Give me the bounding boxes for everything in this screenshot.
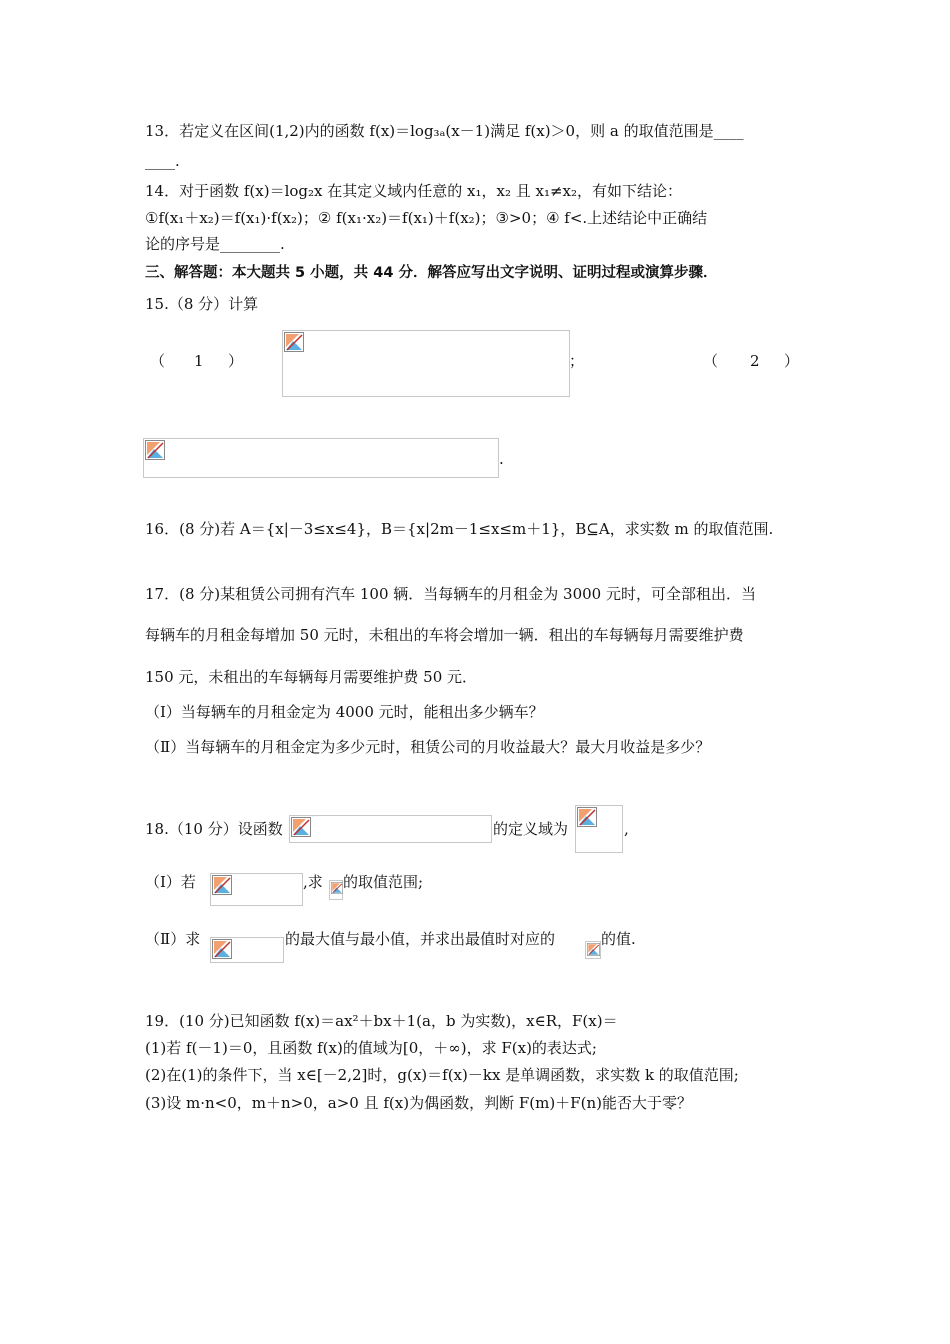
q15-part1-close: ） (228, 352, 244, 370)
broken-image-icon (587, 943, 600, 956)
q18-domain-text: 的定义域为 (493, 820, 569, 838)
q18-part2-suffix: 的值. (601, 930, 636, 948)
q17-part1: （Ⅰ）当每辆车的月租金定为 4000 元时，能租出多少辆车？ (145, 703, 544, 721)
q19-line4: (3)设 m·n<0，m＋n>0，a>0 且 f(x)为偶函数，判断 F(m)＋F(n)能否大于零？ (145, 1094, 692, 1112)
formula-image-placeholder (575, 805, 623, 853)
formula-image-placeholder (143, 438, 499, 478)
q14-line1: 14．对于函数 f(x)＝log₂x 在其定义域内任意的 x₁，x₂ 且 x₁≠x₂，有如下结论： (145, 182, 683, 200)
q15-period: . (499, 450, 504, 468)
q18-comma: , (624, 820, 629, 838)
broken-image-icon (331, 882, 343, 894)
q18-part1-suffix: 的取值范围; (343, 873, 424, 891)
q17-line3: 150 元，未租出的车每辆每月需要维护费 50 元． (145, 668, 478, 686)
q18-intro: 18.（10 分）设函数 (145, 820, 283, 838)
q15-semicolon: ； (569, 352, 585, 370)
q17-line1: 17．(8 分)某租赁公司拥有汽车 100 辆．当每辆车的月租金为 3000 元时，可全部租出．当 (145, 585, 756, 603)
formula-image-placeholder (585, 941, 601, 959)
q14-line3: 论的序号是________. (145, 235, 285, 253)
broken-image-icon (291, 817, 311, 837)
q19-line3: (2)在(1)的条件下，当 x∈[－2,2]时，g(x)＝f(x)－kx 是单调函数，求实数 k 的取值范围; (145, 1066, 739, 1084)
q15-title: 15.（8 分）计算 (145, 295, 259, 313)
q19-line1: 19．(10 分)已知函数 f(x)＝ax²＋bx＋1(a，b 为实数)，x∈R，F(x)＝ (145, 1012, 618, 1030)
q15-part1-open: （ (150, 352, 166, 370)
broken-image-icon (284, 332, 304, 352)
q18-part2-prefix: （Ⅱ）求 (145, 930, 201, 948)
q17-line2: 每辆车的月租金每增加 50 元时，未租出的车将会增加一辆．租出的车每辆每月需要维护费 (145, 626, 744, 644)
q13-line1: 13．若定义在区间(1,2)内的函数 f(x)＝log₃ₐ(x－1)满足 f(x)＞0，则 a 的取值范围是____ (145, 122, 744, 140)
q16-text: 16．(8 分)若 A＝{x|－3≤x≤4}，B＝{x|2m－1≤x≤m＋1}，B⊆A，求实数 m 的取值范围. (145, 520, 774, 538)
q19-line2: (1)若 f(－1)＝0，且函数 f(x)的值域为[0，＋∞)，求 F(x)的表达式; (145, 1039, 597, 1057)
broken-image-icon (577, 807, 597, 827)
formula-image-placeholder (210, 937, 284, 963)
broken-image-icon (212, 939, 232, 959)
q17-part2: （Ⅱ）当每辆车的月租金定为多少元时，租赁公司的月收益最大？最大月收益是多少？ (145, 738, 711, 756)
q15-part1-num: 1 (194, 352, 204, 370)
formula-image-placeholder (282, 330, 570, 397)
q13-line2: ____. (145, 152, 180, 170)
section-heading: 三、解答题：本大题共 5 小题，共 44 分．解答应写出文字说明、证明过程或演算步骤． (145, 265, 718, 281)
broken-image-icon (145, 440, 165, 460)
q18-part1-prefix: （Ⅰ）若 (145, 873, 196, 891)
formula-image-placeholder (210, 873, 303, 906)
q15-part2-num: 2 (750, 352, 760, 370)
formula-image-placeholder (329, 880, 343, 900)
q18-part2-mid: 的最大值与最小值，并求出最值时对应的 (285, 930, 556, 948)
broken-image-icon (212, 875, 232, 895)
q15-part2-close: ） (784, 352, 800, 370)
formula-image-placeholder (289, 815, 492, 843)
q14-line2: ①f(x₁＋x₂)＝f(x₁)·f(x₂)；② f(x₁·x₂)＝f(x₁)＋f(x₂)；③>0；④ f<.上述结论中正确结 (145, 209, 708, 227)
q15-part2-open: （ (703, 352, 719, 370)
q18-part1-mid: ,求 (303, 873, 323, 891)
